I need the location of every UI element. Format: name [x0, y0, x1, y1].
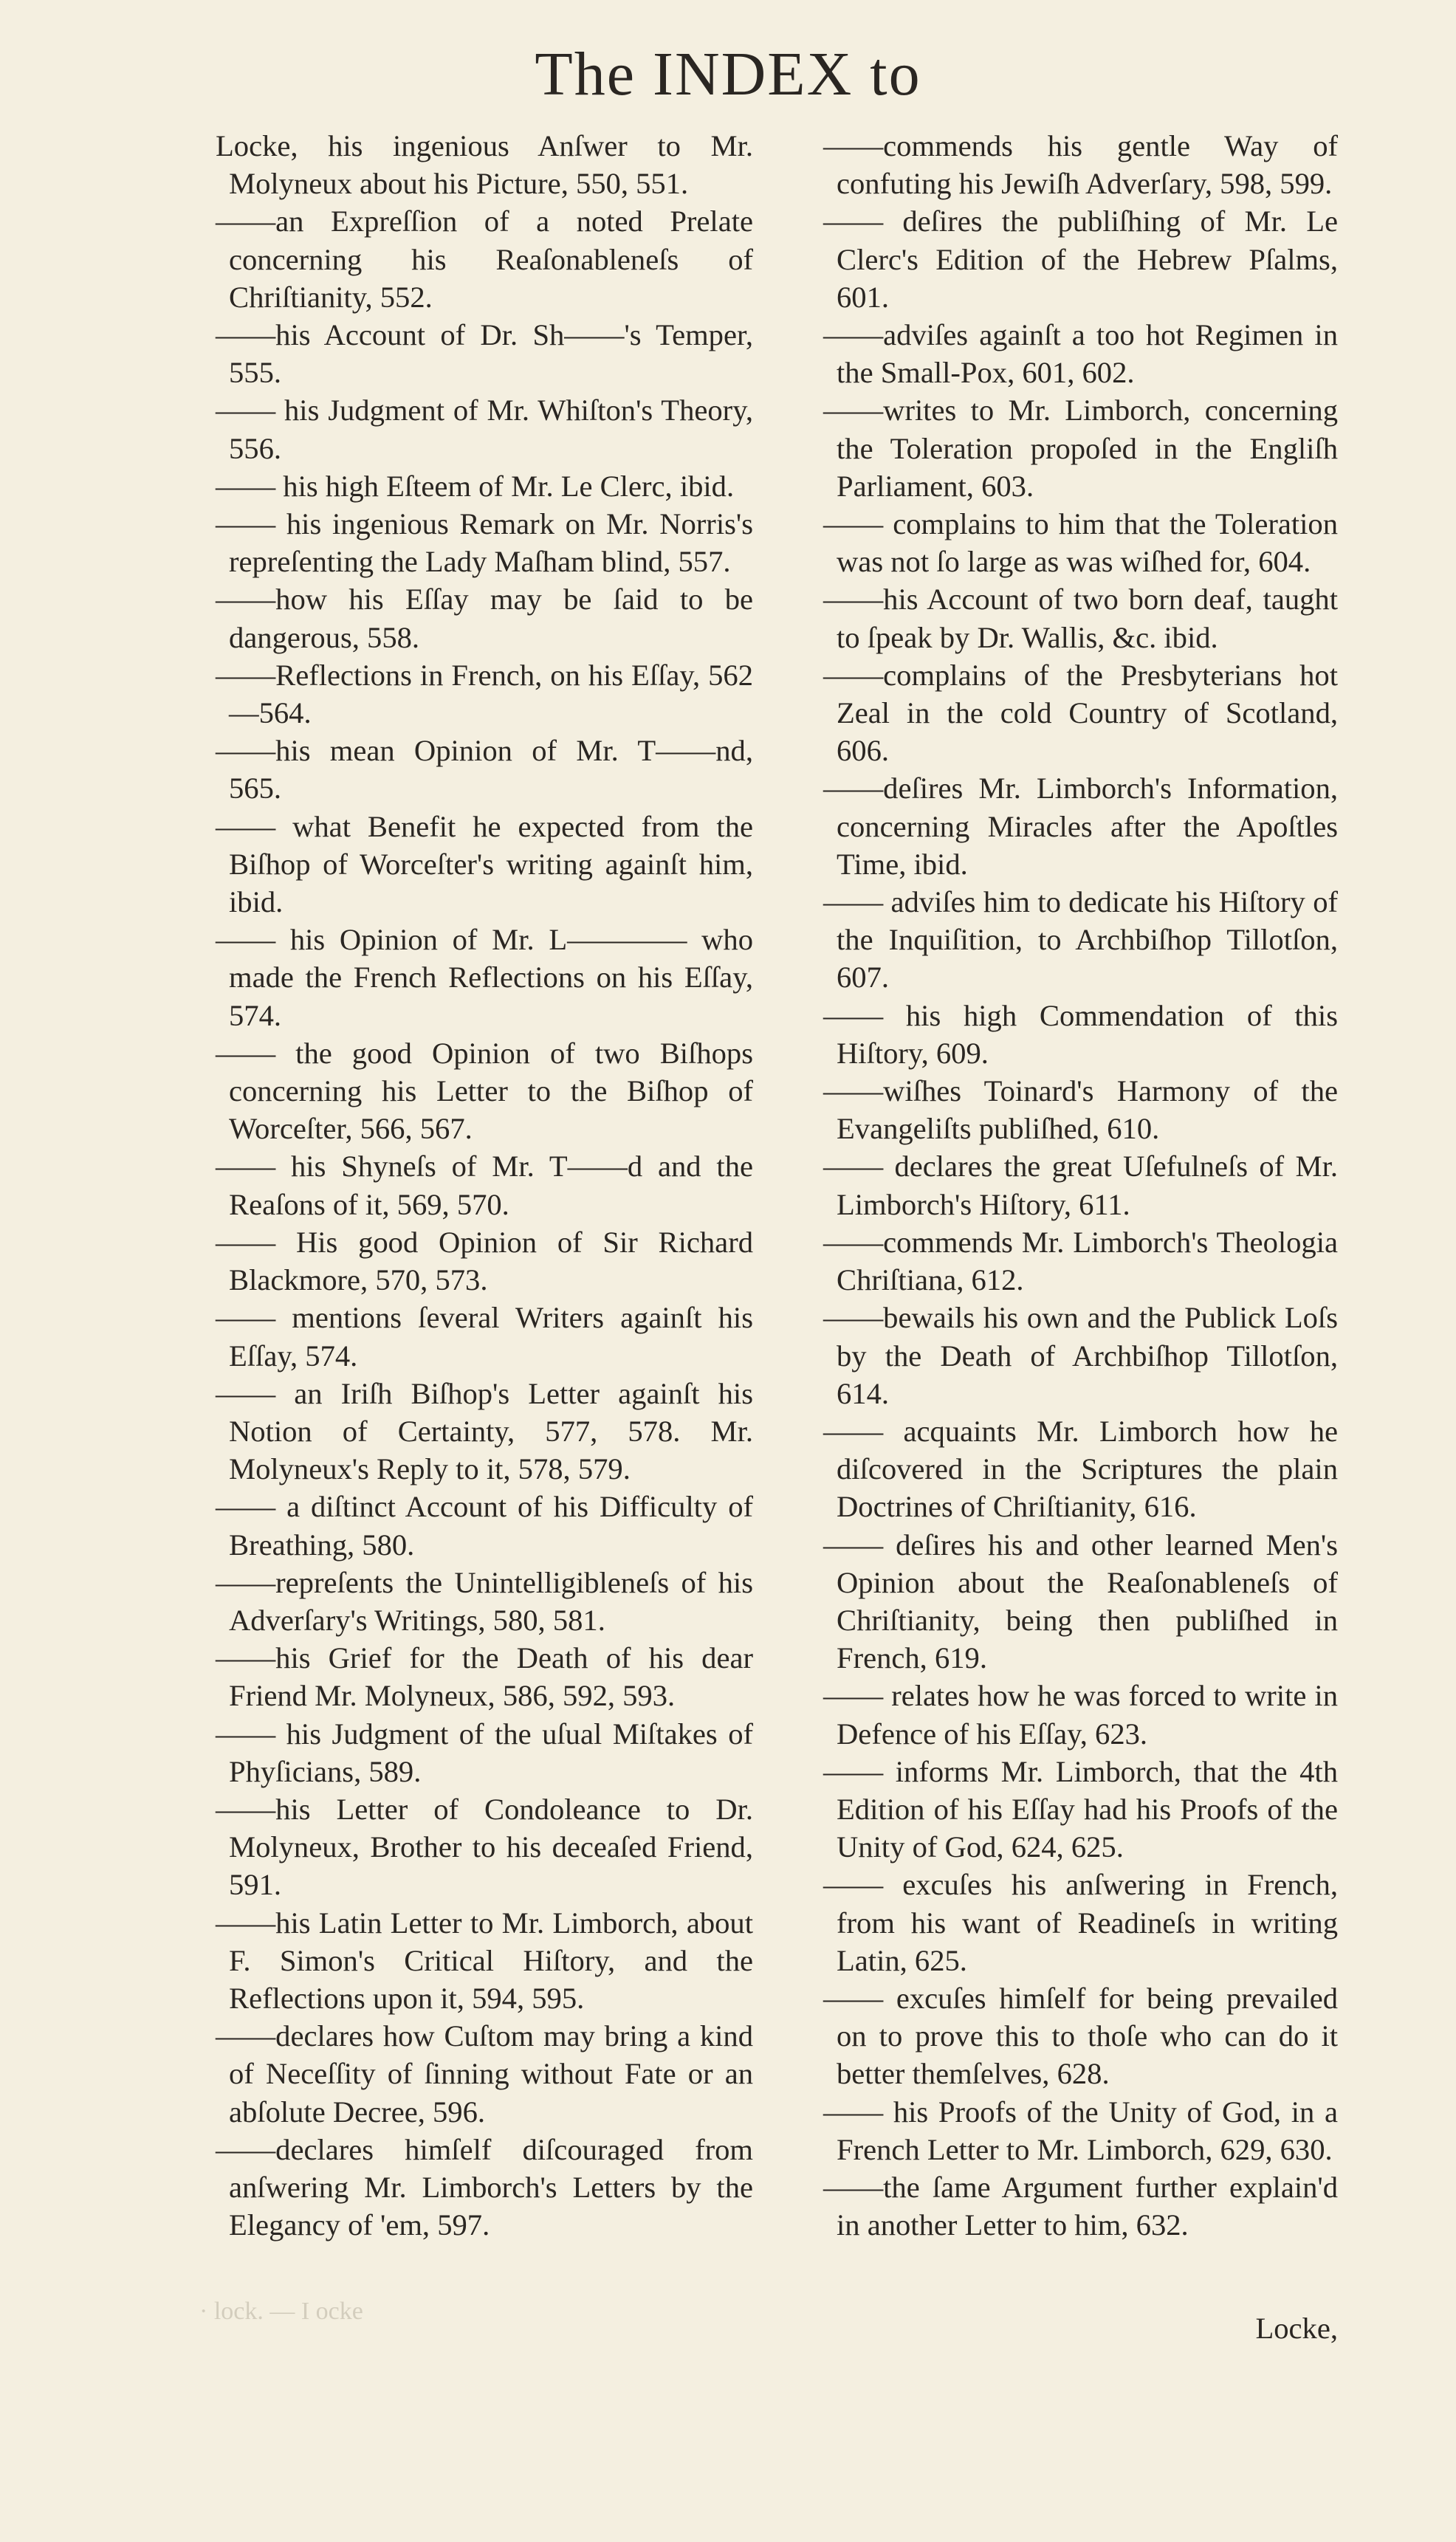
index-entry: Locke, his ingenious Anſwer to Mr. Molyneux about his Picture, 550, 551.: [216, 129, 753, 201]
index-entry: —— his Proofs of the Unity of God, in a French Letter to Mr. Limborch, 629, 630.: [823, 2095, 1338, 2166]
index-entry: ——bewails his own and the Publick Loſs by the Death of Archbiſhop Tillotſon, 614.: [823, 1301, 1338, 1410]
index-entry: ——deſires Mr. Limborch's Information, concerning Miracles after the Apoſtles Time, ibid.: [823, 772, 1338, 881]
page-title: The INDEX to: [535, 40, 921, 109]
index-entry: —— the good Opinion of two Biſhops concerning his Letter to the Biſhop of Worceſter, 566, 567.: [216, 1036, 753, 1146]
index-entry: ——wiſhes Toinard's Harmony of the Evangeliſts publiſhed, 610.: [823, 1074, 1338, 1146]
index-entry: —— a diſtinct Account of his Difficulty of Breathing, 580.: [216, 1490, 753, 1562]
index-entry: ——commends Mr. Limborch's Theologia Chriſtiana, 612.: [823, 1225, 1338, 1297]
index-entry: —— his Shyneſs of Mr. T——d and the Reaſons of it, 569, 570.: [216, 1150, 753, 1221]
index-entry: ——how his Eſſay may be ſaid to be dangerous, 558.: [216, 583, 753, 654]
index-entry: ——repreſents the Unintelligibleneſs of his Adverſary's Writings, 580, 581.: [216, 1565, 753, 1637]
index-entry: —— his high Commendation of this Hiſtory, 609.: [823, 998, 1338, 1070]
index-entry: ——commends his gentle Way of confuting his Jewiſh Adverſary, 598, 599.: [823, 129, 1338, 201]
index-entry: —— deſires the publiſhing of Mr. Le Clerc's Edition of the Hebrew Pſalms, 601.: [823, 205, 1338, 314]
index-entry: —— acquaints Mr. Limborch how he diſcovered in the Scriptures the plain Doctrines of Chriſtianity, 616.: [823, 1414, 1338, 1524]
index-entry: —— declares the great Uſefulneſs of Mr. Limborch's Hiſtory, 611.: [823, 1150, 1338, 1221]
index-entry: ——an Expreſſion of a noted Prelate concerning his Reaſonableneſs of Chriſtianity, 552.: [216, 205, 753, 314]
index-entry: —— his Opinion of Mr. L———— who made the French Reflections on his Eſſay, 574.: [216, 923, 753, 1032]
index-entry: ——his mean Opinion of Mr. T——nd, 565.: [216, 734, 753, 805]
index-entry: —— excuſes himſelf for being prevailed on to prove this to thoſe who can do it better themſelves, 628.: [823, 1981, 1338, 2091]
index-entry: —— his Judgment of the uſual Miſtakes of Phyſicians, 589.: [216, 1717, 753, 1788]
index-entry: —— excuſes his anſwering in French, from his want of Readineſs in writing Latin, 625.: [823, 1868, 1338, 1977]
index-entry: ——declares how Cuſtom may bring a kind of Neceſſity of ſinning without Fate or an abſolute Decree, 596.: [216, 2019, 753, 2129]
index-entry: ——his Letter of Condoleance to Dr. Molyneux, Brother to his deceaſed Friend, 591.: [216, 1792, 753, 1902]
index-entry: —— what Benefit he expected from the Biſhop of Worceſter's writing againſt him, ibid.: [216, 809, 753, 919]
index-entry: —— an Iriſh Biſhop's Letter againſt his Notion of Certainty, 577, 578. Mr. Molyneux's Reply to it, 578, 579.: [216, 1376, 753, 1486]
index-entry: —— relates how he was forced to write in Defence of his Eſſay, 623.: [823, 1679, 1338, 1751]
index-entry: ——complains of the Presbyterians hot Zeal in the cold Country of Scotland, 606.: [823, 658, 1338, 768]
index-column-left: [216, 127, 753, 2244]
index-column-right: [823, 127, 1338, 2244]
index-entry: ——his Latin Letter to Mr. Limborch, about F. Simon's Critical Hiſtory, and the Reflections upon it, 594, 595.: [216, 1906, 753, 2015]
index-entry: ——adviſes againſt a too hot Regimen in the Small-Pox, 601, 602.: [823, 318, 1338, 390]
index-entry: —— adviſes him to dedicate his Hiſtory of the Inquiſition, to Archbiſhop Tillotſon, 607.: [823, 885, 1338, 995]
index-entry: ——the ſame Argument further explain'd in another Letter to him, 632.: [823, 2170, 1338, 2242]
index-entry: —— deſires his and other learned Men's Opinion about the Reaſonableneſs of Chriſtianity, being then publiſhed in French, 619.: [823, 1528, 1338, 1675]
index-entry: ——his Account of two born deaf, taught to ſpeak by Dr. Wallis, &c. ibid.: [823, 583, 1338, 654]
margin-smudge: · lock. ― I ocke: [199, 2298, 363, 2325]
index-entry: ——Reflections in French, on his Eſſay, 562—564.: [216, 658, 753, 730]
index-entry: —— mentions ſeveral Writers againſt his Eſſay, 574.: [216, 1301, 753, 1373]
index-entry: ——declares himſelf diſcouraged from anſwering Mr. Limborch's Letters by the Elegancy of 'em, 597.: [216, 2132, 753, 2242]
index-entry: —— complains to him that the Toleration was not ſo large as was wiſhed for, 604.: [823, 507, 1338, 579]
index-entry: —— his Judgment of Mr. Whiſton's Theory, 556.: [216, 394, 753, 465]
index-entry: ——his Grief for the Death of his dear Friend Mr. Molyneux, 586, 592, 593.: [216, 1641, 753, 1713]
index-entry: —— his ingenious Remark on Mr. Norris's repreſenting the Lady Maſham blind, 557.: [216, 507, 753, 579]
index-entry: —— His good Opinion of Sir Richard Blackmore, 570, 573.: [216, 1225, 753, 1297]
index-entry: ——his Account of Dr. Sh——'s Temper, 555.: [216, 318, 753, 390]
index-entry: —— his high Eſteem of Mr. Le Clerc, ibid.: [216, 469, 735, 503]
catchword: Locke,: [1255, 2312, 1338, 2345]
index-entry: ——writes to Mr. Limborch, concerning the Toleration propoſed in the Engliſh Parliament, 603.: [823, 394, 1338, 503]
index-entry: —— informs Mr. Limborch, that the 4th Edition of his Eſſay had his Proofs of the Unity of God, 624, 625.: [823, 1754, 1338, 1864]
